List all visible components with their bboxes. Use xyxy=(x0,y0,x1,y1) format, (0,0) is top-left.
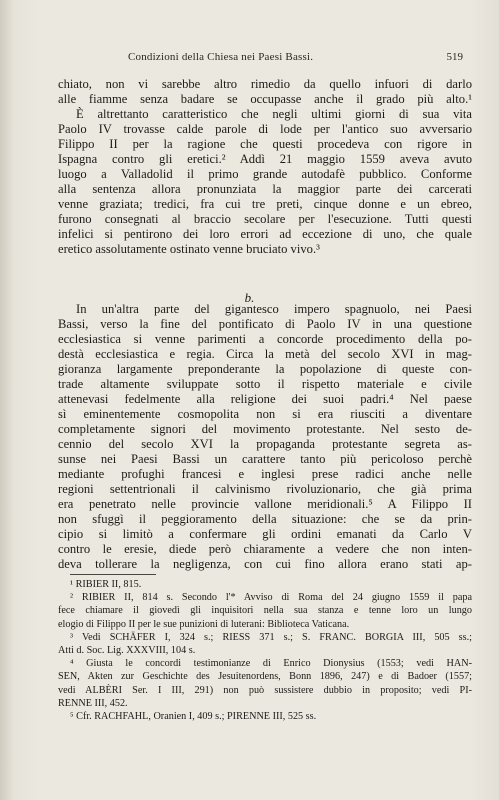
text-line: alle fiamme senza badare se occupasse anche il grado più alto.¹ xyxy=(58,92,472,106)
text-line: attenevasi fedelmente alla religione dei suoi padri.⁴ Nel paese xyxy=(58,392,472,406)
footnote-line: elogio di Filippo II per le sue punizioni di luterani: Biblioteca Vaticana. xyxy=(58,618,350,630)
footnote-line: vedi ALBÈRI Ser. I III, 291) non può sussistere dubbio in proposito; vedi PI- xyxy=(58,684,472,696)
text-line: ecclesiastica si venne parimenti a concorde procedimento della po- xyxy=(58,332,472,346)
footnote-line: RENNE III, 452. xyxy=(58,697,128,709)
text-line: contro le eresie, diede però chiaramente a vedere che non inten- xyxy=(58,542,472,556)
footnote-line: fece chiamare il giovedì gli inquisitori nella sua stanza e tenne loro un lungo xyxy=(58,605,472,617)
text-line: regioni settentrionali il calvinismo rivoluzionario, che già prima xyxy=(58,482,472,496)
text-line: eretico assolutamente ostinato venne bruciato vivo.³ xyxy=(58,242,320,256)
text-line: alla sentenza allora pronunziata la maggior parte dei carcerati xyxy=(58,182,472,196)
text-line: Paolo IV trovasse calde parole di lode per l'antico suo avversario xyxy=(58,122,472,136)
footnote-line: ³ Vedi SCHÄFER I, 324 s.; RIESS 371 s.; S. FRANC. BORGIA III, 505 ss.; xyxy=(70,631,472,643)
text-line: Filippo II per la ragione che questi procedeva con rigore in xyxy=(58,137,472,151)
running-title: Condizioni della Chiesa nei Paesi Bassi. xyxy=(128,51,314,63)
text-line: furono consegnati al braccio secolare per l'esecuzione. Tutti questi xyxy=(58,212,472,226)
footnote-divider xyxy=(70,574,156,575)
text-line: destà ecclesiastica e regia. Circa la metà del secolo XVI in mag- xyxy=(58,347,472,361)
footnote-line: ¹ RIBIER II, 815. xyxy=(70,579,142,590)
text-line: infelici si pentirono dei loro errori ad eccezione di uno, che quale xyxy=(58,227,472,241)
text-line: Ispagna contro gli eretici.² Addì 21 maggio 1559 aveva avuto xyxy=(58,152,472,166)
text-line: trade altamente sviluppate sotto il rispetto materiale e civile xyxy=(58,377,472,391)
text-line: chiato, non vi sarebbe altro rimedio da quello infuori di darlo xyxy=(58,77,472,91)
text-line: cipio si limitò a confermare gli ordini emanati da Carlo V xyxy=(58,527,472,541)
text-line: In un'altra parte del gigantesco impero spagnuolo, nei Paesi xyxy=(76,302,472,316)
text-line: luogo a Valladolid il primo grande autodafè pubblico. Conforme xyxy=(58,167,472,181)
running-header xyxy=(58,51,469,67)
paragraph-continued xyxy=(58,77,472,257)
text-line: non sfuggì il peggioramento della situazione: che se da prin- xyxy=(58,512,472,526)
text-line: È altrettanto caratteristico che negli ultimi giorni di sua vita xyxy=(76,107,472,121)
text-line: deva tollerare la negligenza, con cui fino allora erano stati ap- xyxy=(58,557,472,571)
text-line: cennio del secolo XVI la propaganda protestante segreta as- xyxy=(58,437,472,451)
footnote-line: Atti d. Soc. Lig. XXXVIII, 104 s. xyxy=(58,645,196,657)
footnote-line: SEN, Akten zur Geschichte des Jesuitenordens, Bonn 1896, 247) e di Badoer (1557; xyxy=(58,671,472,683)
text-line: era penetrato nelle provincie vallone meridionali.⁵ A Filippo II xyxy=(58,497,472,511)
text-line: gioranza largamente preponderante la popolazione di queste con- xyxy=(58,362,472,376)
footnote-line: ⁴ Giusta le concordi testimonianze di Enrico Dionysius (1553; vedi HAN- xyxy=(70,658,472,670)
text-line: sì eminentemente cosmopolita non si era riusciti a diventare xyxy=(58,407,472,421)
text-line: completamente signori del movimento protestante. Nel sesto de- xyxy=(58,422,472,436)
paragraph-netherlands xyxy=(58,302,472,572)
text-line: sunse nei Paesi Bassi un carattere tanto più pericoloso perchè xyxy=(58,452,472,466)
text-line: mediante profughi francesi e inglesi prese radici anche nelle xyxy=(58,467,472,481)
footnotes xyxy=(58,578,472,723)
section-heading: b. xyxy=(244,290,255,305)
text-line: venne graziata; tredici, fra cui tre preti, cinque donne e un ebreo, xyxy=(58,197,472,211)
footnote-line: ⁵ Cfr. RACHFAHL, Oranien I, 409 s.; PIRENNE III, 525 ss. xyxy=(70,711,317,723)
footnote-line: ² RIBIER II, 814 s. Secondo l'* Avviso di Roma del 24 giugno 1559 il papa xyxy=(70,592,472,604)
page-number: 519 xyxy=(446,51,463,63)
text-line: Bassi, verso la fine del pontificato di Paolo IV in una questione xyxy=(58,317,472,331)
